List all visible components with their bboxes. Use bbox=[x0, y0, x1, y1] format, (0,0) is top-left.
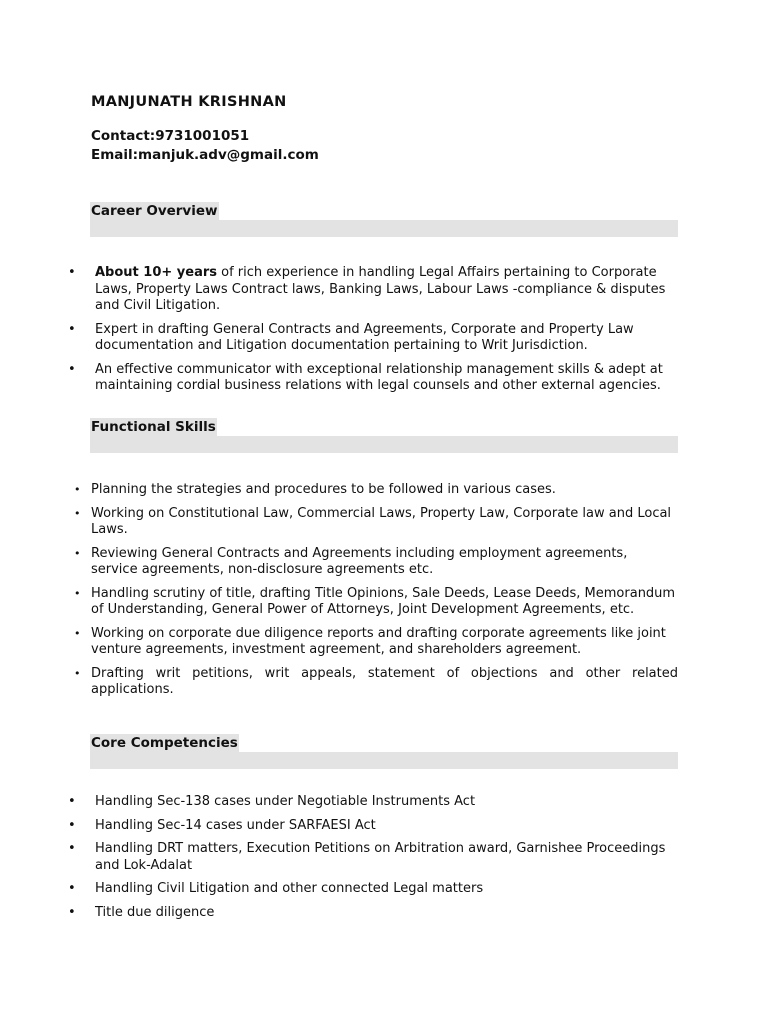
item-text: Working on corporate due diligence reports and drafting corporate agreements like joint venture agreements, investment agreement, and shareholders agreement. bbox=[91, 625, 666, 657]
item-text: Expert in drafting General Contracts and Agreements, Corporate and Property Law documentation and Litigation documentation pertaining to Writ Jurisdiction. bbox=[95, 321, 634, 353]
contact-number: Contact:9731001051 bbox=[91, 128, 250, 144]
list-item bbox=[68, 881, 678, 898]
bullet: • bbox=[68, 841, 76, 856]
item-text: An effective communicator with exceptional relationship management skills & adept at maintaining cordial business relations with legal counsels and other external agencies. bbox=[95, 361, 663, 393]
item-text: Handling DRT matters, Execution Petitions on Arbitration award, Garnishee Proceedings and Lok-Adalat bbox=[95, 841, 666, 873]
bullet: • bbox=[74, 666, 81, 680]
item-text: Handling Civil Litigation and other connected Legal matters bbox=[95, 881, 484, 896]
list-item bbox=[74, 505, 678, 539]
list-item bbox=[74, 665, 678, 699]
section-shading-bar bbox=[90, 220, 678, 237]
list-item bbox=[68, 265, 678, 315]
section-title: Core Competencies bbox=[91, 735, 238, 751]
bullet: • bbox=[68, 361, 76, 377]
list-item bbox=[68, 361, 678, 395]
item-text: Working on Constitutional Law, Commercial Laws, Property Law, Corporate law and Local Laws. bbox=[91, 505, 672, 537]
functional-skills-heading bbox=[90, 418, 678, 452]
core-competencies-heading bbox=[90, 734, 678, 768]
item-text: Title due diligence bbox=[95, 904, 215, 920]
item-text: Reviewing General Contracts and Agreements including employment agreements, service agreements, non-disclosure agreements etc. bbox=[91, 545, 628, 577]
functional-skills-list bbox=[74, 482, 678, 706]
list-item bbox=[68, 904, 678, 922]
list-item bbox=[74, 585, 678, 619]
item-text: Handling scrutiny of title, drafting Title Opinions, Sale Deeds, Lease Deeds, Memorandum of Understanding, General Power of Attorneys, Joint Development Agreements, etc. bbox=[91, 585, 676, 617]
list-item bbox=[74, 545, 678, 579]
candidate-name: MANJUNATH KRISHNAN bbox=[91, 94, 287, 110]
list-item bbox=[68, 817, 678, 835]
section-shading-bar bbox=[90, 752, 678, 769]
bullet: • bbox=[74, 626, 81, 640]
bullet: • bbox=[74, 506, 81, 520]
bullet: • bbox=[68, 817, 76, 833]
item-text: of rich experience in handling Legal Affairs pertaining to Corporate Laws, Property Laws Contract laws, Banking Laws, Labour Laws -compliance & disputes and Civil Litigation. bbox=[95, 265, 666, 313]
list-item bbox=[74, 625, 678, 659]
career-overview-list bbox=[68, 265, 678, 402]
bullet: • bbox=[68, 265, 76, 280]
bullet: • bbox=[74, 586, 81, 600]
bullet: • bbox=[68, 321, 76, 337]
highlight-text: About 10+ years bbox=[95, 265, 218, 280]
career-overview-heading bbox=[90, 202, 678, 236]
list-item bbox=[68, 321, 678, 355]
list-item bbox=[68, 794, 678, 811]
item-text: Handling Sec-138 cases under Negotiable Instruments Act bbox=[95, 794, 476, 809]
email-address: Email:manjuk.adv@gmail.com bbox=[91, 147, 319, 163]
bullet: • bbox=[74, 546, 81, 560]
section-shading-bar bbox=[90, 436, 678, 453]
section-title: Career Overview bbox=[91, 203, 218, 219]
core-competencies-list bbox=[68, 794, 678, 928]
bullet: • bbox=[74, 483, 81, 496]
bullet: • bbox=[68, 881, 76, 896]
item-text: Planning the strategies and procedures to be followed in various cases. bbox=[91, 482, 556, 497]
section-title: Functional Skills bbox=[91, 419, 216, 435]
item-text: Handling Sec-14 cases under SARFAESI Act bbox=[95, 817, 376, 833]
item-text: Drafting writ petitions, writ appeals, statement of objections and other related applications. bbox=[91, 665, 678, 697]
bullet: • bbox=[68, 794, 76, 809]
list-item bbox=[68, 841, 678, 874]
bullet: • bbox=[68, 904, 76, 920]
list-item bbox=[74, 482, 678, 499]
